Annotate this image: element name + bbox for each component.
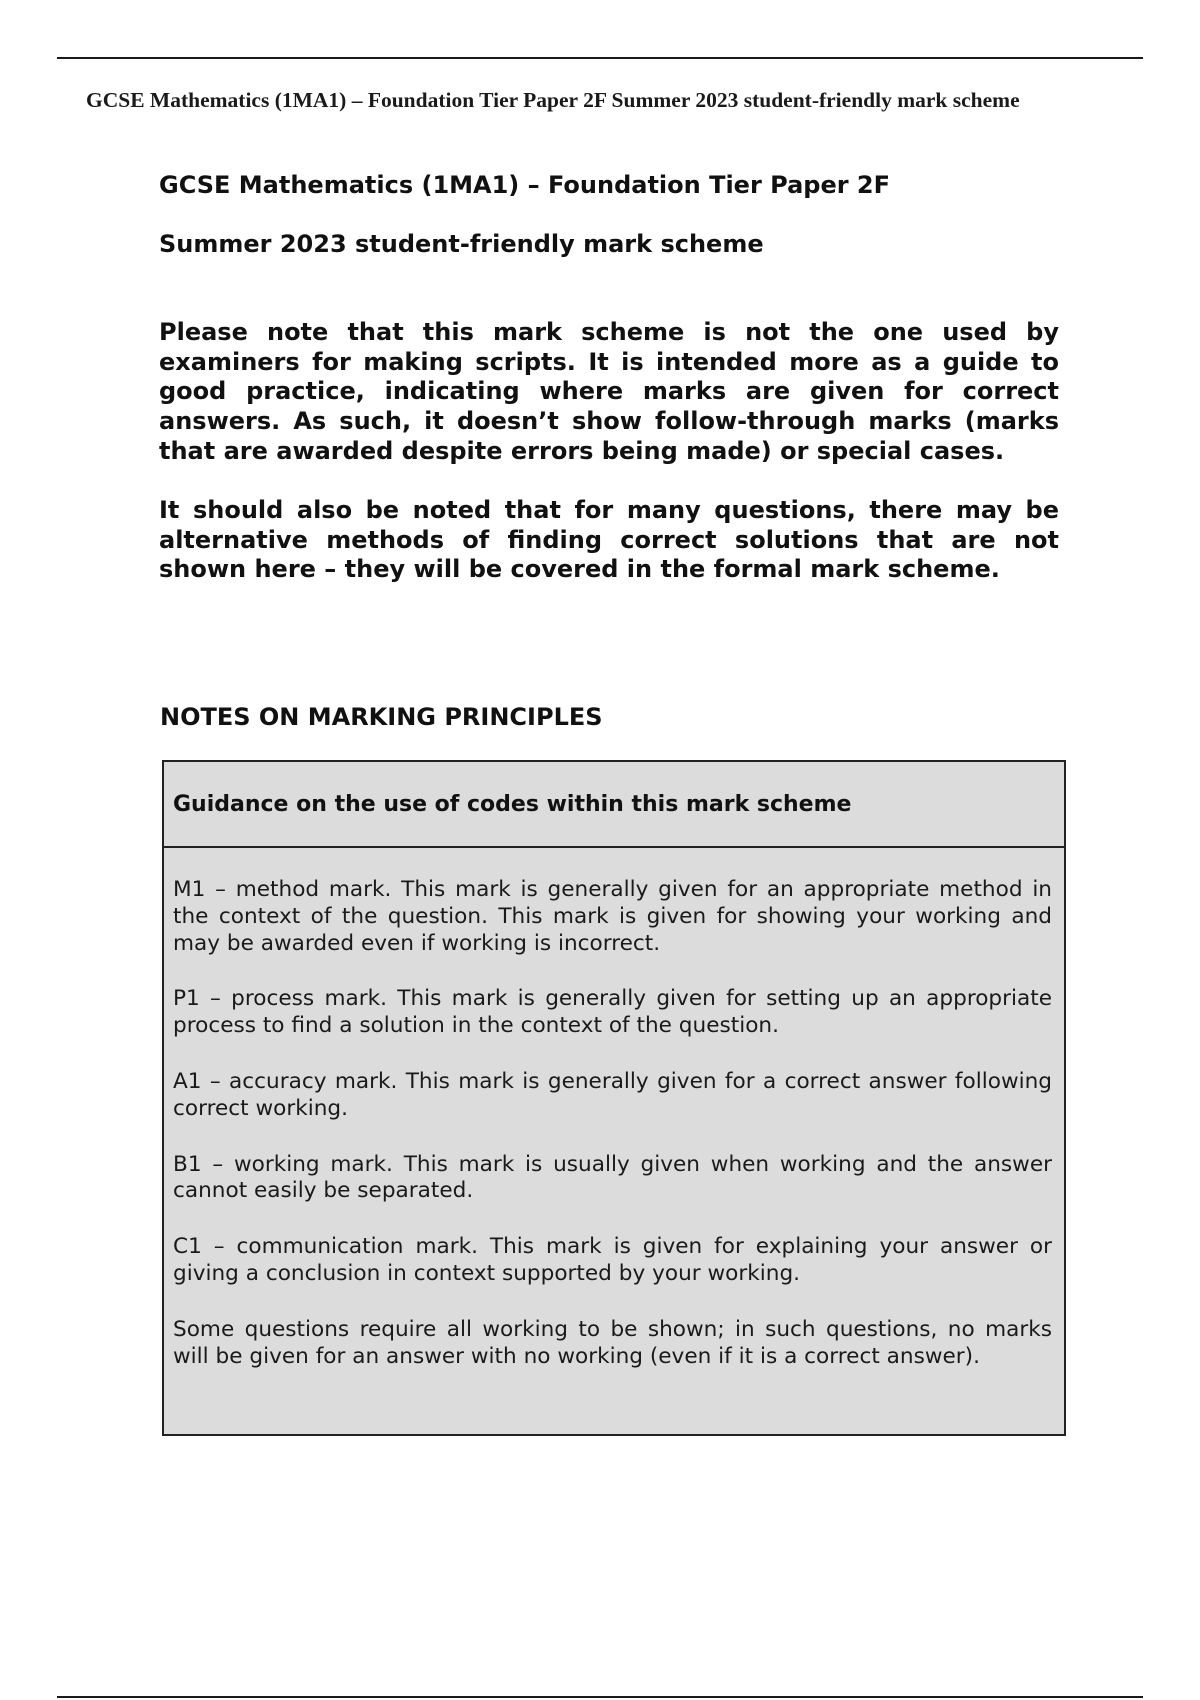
code-item-c1: C1 – communication mark. This mark is given for explaining your answer or giving a conclusion in context supported by your working.	[173, 1234, 1052, 1286]
code-item-b1: B1 – working mark. This mark is usually given when working and the answer cannot easily be separated.	[173, 1151, 1052, 1204]
intro-paragraph: It should also be noted that for many questions, there may be alternative methods of finding correct solutions that are not shown here – they will be covered in the formal mark scheme.	[159, 496, 1059, 584]
section-heading: NOTES ON MARKING PRINCIPLES	[160, 703, 603, 731]
code-item-p1: P1 – process mark. This mark is generally given for setting up an appropriate process to find a solution in the context of the question.	[173, 986, 1052, 1039]
document-subtitle: Summer 2023 student-friendly mark scheme	[159, 230, 764, 258]
intro-paragraph: Please note that this mark scheme is not the one used by examiners for making scripts. It is intended more as a guide to good practice, indicating where marks are given for correct answers. As such, it doesn’t show follow-through marks (marks that are awarded despite errors being made) or special cases.	[159, 318, 1059, 465]
code-item-m1: M1 – method mark. This mark is generally given for an appropriate method in the context of the question. This mark is given for showing your working and may be awarded even if working is incorrect.	[173, 877, 1052, 956]
guidance-heading: Guidance on the use of codes within this mark scheme	[164, 762, 1064, 848]
running-header: GCSE Mathematics (1MA1) – Foundation Tier Paper 2F Summer 2023 student-friendly mark scheme	[86, 88, 1020, 112]
guidance-body	[164, 848, 1064, 1370]
document-title: GCSE Mathematics (1MA1) – Foundation Tier Paper 2F	[159, 171, 891, 199]
guidance-table	[162, 760, 1066, 1436]
code-item-a1: A1 – accuracy mark. This mark is generally given for a correct answer following correct working.	[173, 1068, 1052, 1121]
working-note: Some questions require all working to be shown; in such questions, no marks will be given for an answer with no working (even if it is a correct answer).	[173, 1316, 1052, 1369]
top-rule	[57, 57, 1143, 59]
bottom-rule	[57, 1696, 1143, 1698]
